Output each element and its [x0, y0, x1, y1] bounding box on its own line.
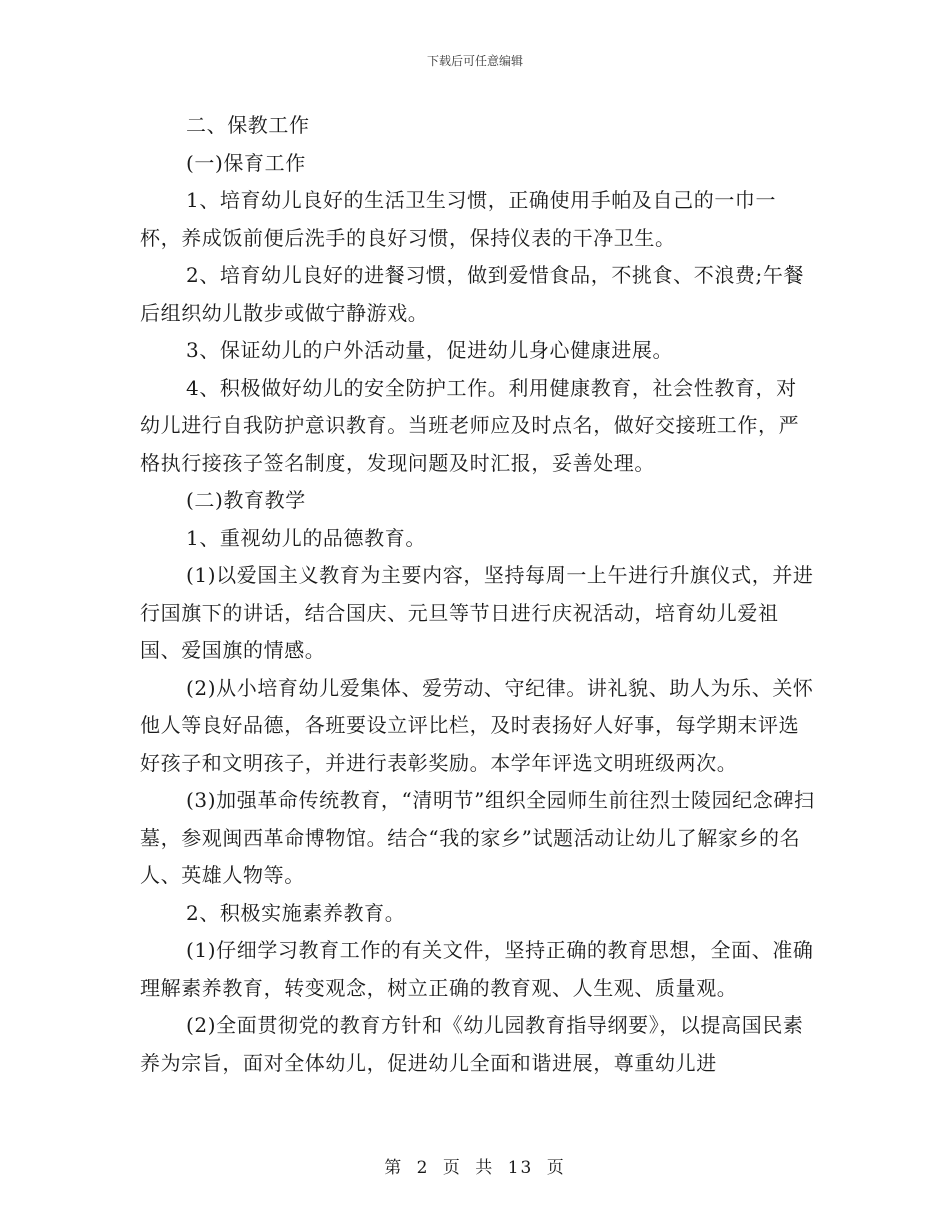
body-paragraph: (1)仔细学习教育工作的有关文件，坚持正确的教育思想，全面、准确理解素养教育，转变观念，树立正确的教育观、人生观、质量观。: [140, 938, 814, 1000]
document-body: [140, 107, 816, 1082]
page-number-footer: 第 2 页 共 13 页: [384, 1158, 566, 1178]
page-header-note: 下载后可任意编辑: [426, 54, 523, 68]
body-paragraph: 4、积极做好幼儿的安全防护工作。利用健康教育，社会性教育，对幼儿进行自我防护意识教育。当班老师应及时点名，做好交接班工作，严格执行接孩子签名制度，发现问题及时汇报，妥善处理。: [140, 375, 800, 475]
body-paragraph: 1、培育幼儿良好的生活卫生习惯，正确使用手帕及自己的一巾一杯，养成饭前便后洗手的良好习惯，保持仪表的干净卫生。: [140, 188, 777, 250]
body-paragraph: (1)以爱国主义教育为主要内容，坚持每周一上午进行升旗仪式，并进行国旗下的讲话，结合国庆、元旦等节日进行庆祝活动，培育幼儿爱祖国、爱国旗的情感。: [140, 563, 814, 662]
body-paragraph: 2、积极实施素养教育。: [186, 900, 406, 925]
body-paragraph: 2、培育幼儿良好的进餐习惯，做到爱惜食品，不挑食、不浪费;午餐后组织幼儿散步或做宁静游戏。: [140, 263, 805, 325]
body-paragraph: (3)加强革命传统教育，“清明节”组织全园师生前往烈士陵园纪念碑扫墓，参观闽西革命博物馆。结合“我的家乡”试题活动让幼儿了解家乡的名人、英雄人物等。: [140, 788, 815, 887]
body-paragraph: (2)从小培育幼儿爱集体、爱劳动、守纪律。讲礼貌、助人为乐、关怀他人等良好品德，各班要设立评比栏，及时表扬好人好事，每学期末评选好孩子和文明孩子，并进行表彰奖励。本学年评选文明班级两次。: [140, 675, 814, 775]
subsection-heading: (二)教育教学: [186, 488, 306, 512]
subsection-heading: (一)保育工作: [186, 150, 306, 175]
body-paragraph: 1、重视幼儿的品德教育。: [186, 525, 426, 550]
section-heading: 二、保教工作: [186, 113, 310, 137]
body-paragraph: 3、保证幼儿的户外活动量，促进幼儿身心健康进展。: [186, 338, 674, 362]
body-paragraph: (2)全面贯彻党的教育方针和《幼儿园教育指导纲要》，以提高国民素养为宗旨，面对全体幼儿，促进幼儿全面和谐进展，尊重幼儿进: [140, 1013, 804, 1075]
